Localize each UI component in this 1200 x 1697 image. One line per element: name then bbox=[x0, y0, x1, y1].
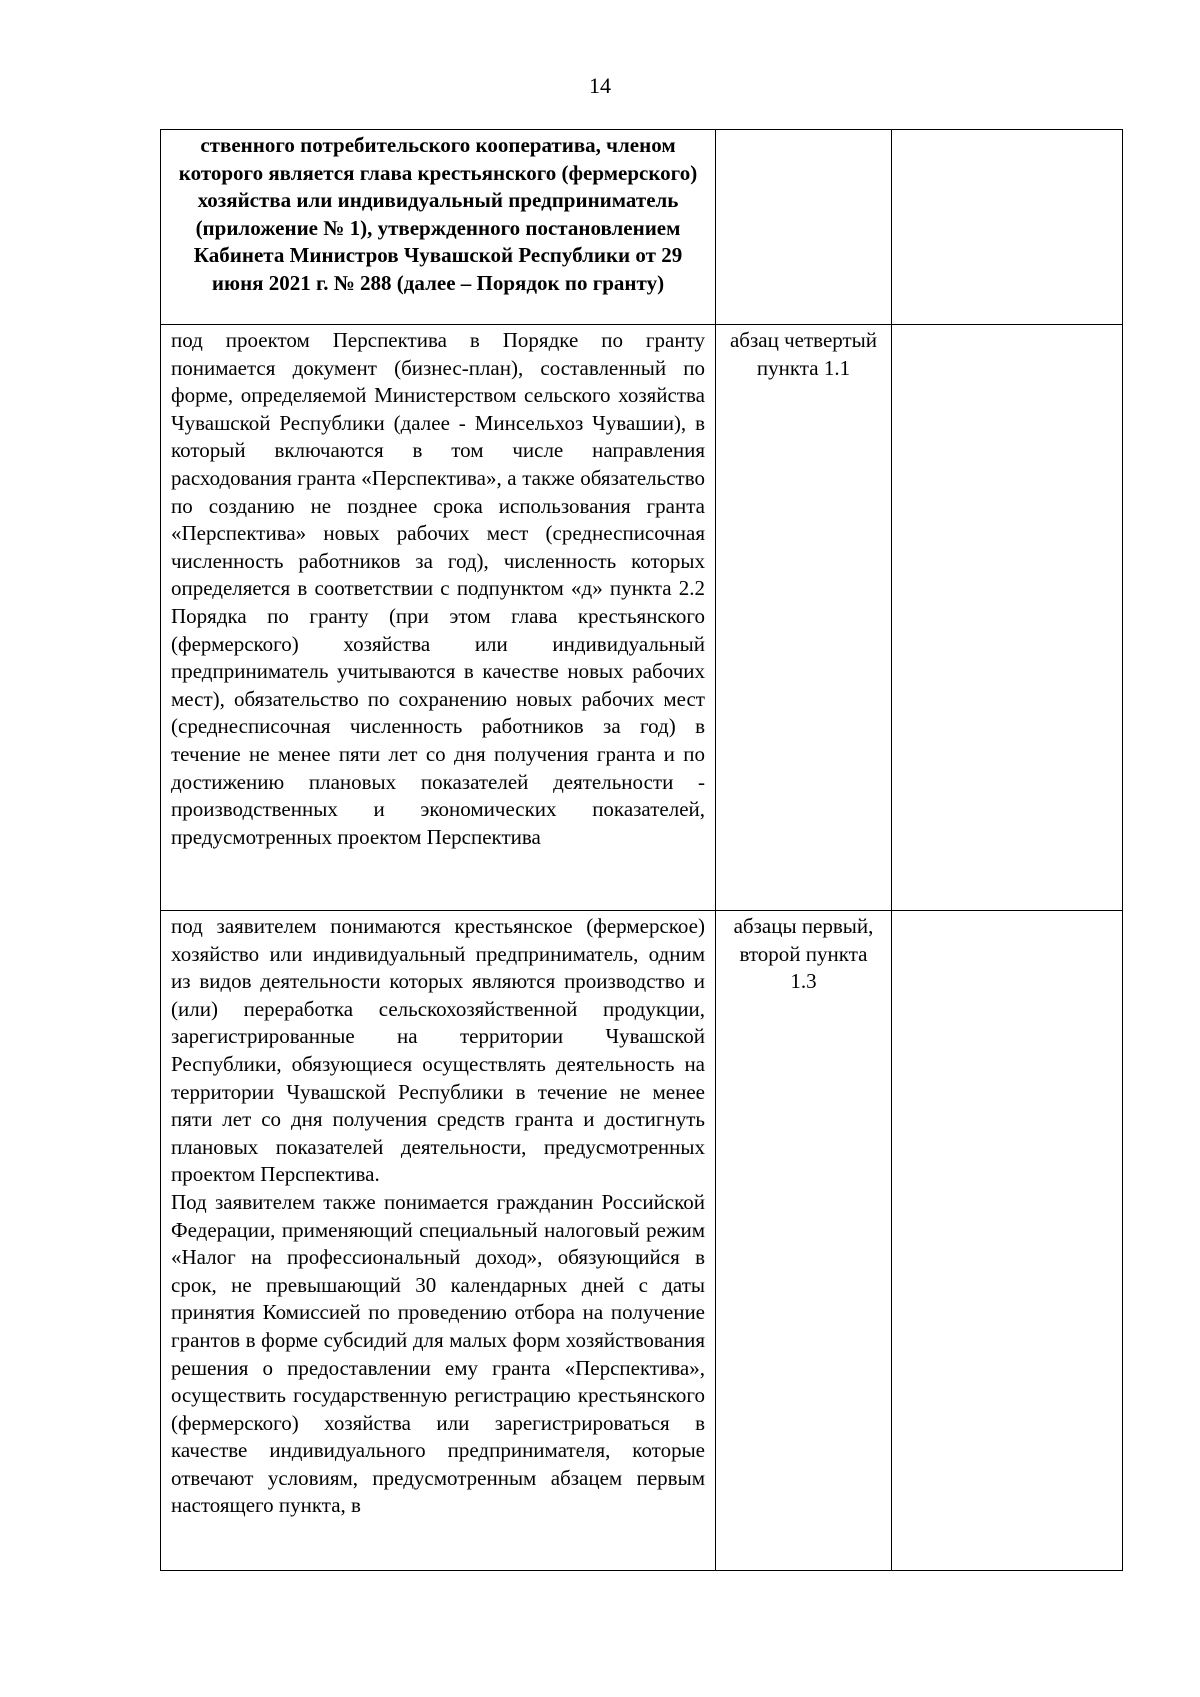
table-row bbox=[161, 130, 1123, 325]
reference-cell bbox=[716, 130, 892, 325]
row-heading-text: ственного потребительского кооператива, членом которого является глава крестьянского (фермерского) хозяйства или индивидуальный предприниматель (приложение № 1), утвержденного постановлением Кабинета Министров Чувашской Республики от 29 июня 2021 г. № 288 (далее – Порядок по гранту) bbox=[178, 133, 698, 295]
page-number: 14 bbox=[589, 73, 611, 98]
reference-cell bbox=[716, 911, 892, 1571]
applicant-paragraph-2: Под заявителем также понимается гражданин Российской Федерации, применяющий специальный налоговый режим «Налог на профессиональный доход», обязующийся в срок, не превышающий 30 календарных дней с даты принятия Комиссией по проведению отбора на получение грантов в форме субсидий для малых форм хозяйствования решения о предоставлении ему гранта «Перспектива», осуществить государственную регистрацию крестьянского (фермерского) хозяйства или зарегистрироваться в качестве индивидуального предпринимателя, которые отвечают условиям, предусмотренным абзацем первым настоящего пункта, в bbox=[171, 1189, 705, 1518]
document-table bbox=[160, 129, 1123, 1571]
reference-text bbox=[716, 130, 891, 132]
note-cell bbox=[892, 130, 1123, 325]
table-row bbox=[161, 325, 1123, 911]
text-cell bbox=[161, 130, 716, 325]
note-text bbox=[892, 911, 1122, 913]
note-cell bbox=[892, 325, 1123, 911]
applicant-paragraph-1: под заявителем понимаются крестьянское (фермерское) хозяйство или индивидуальный предприниматель, одним из видов деятельности которых являются производство и (или) переработка сельскохозяйственной продукции, зарегистрированные на территории Чувашской Республики, обязующиеся осуществлять деятельность на территории Чувашской Республики в течение не менее пяти лет со дня получения средств гранта и достигнуть плановых показателей деятельности, предусмотренных проектом Перспектива. bbox=[171, 914, 705, 1187]
note-cell bbox=[892, 911, 1123, 1571]
note-text bbox=[892, 130, 1122, 132]
table-row bbox=[161, 911, 1123, 1571]
applicant-definition-text bbox=[161, 911, 715, 1520]
text-cell bbox=[161, 911, 716, 1571]
reference-cell bbox=[716, 325, 892, 911]
note-text bbox=[892, 325, 1122, 327]
reference-text: абзац четвертый пункта 1.1 bbox=[729, 328, 878, 380]
text-cell bbox=[161, 325, 716, 911]
project-definition-text: под проектом Перспектива в Порядке по гранту понимается документ (бизнес-план), составленный по форме, определяемой Министерством сельского хозяйства Чувашской Республики (далее - Минсельхоз Чувашии), в который включаются в том числе направления расходования гранта «Перспектива», а также обязательство по созданию не позднее срока использования гранта «Перспектива» новых рабочих мест (среднесписочная численность работников за год), численность которых определяется в соответствии с подпунктом «д» пункта 2.2 Порядка по гранту (при этом глава крестьянского (фермерского) хозяйства или индивидуальный предприниматель учитываются в качестве новых рабочих мест), обязательство по сохранению новых рабочих мест (среднесписочная численность работников за год) в течение не менее пяти лет со дня получения гранта и по достижению плановых показателей деятельности - производственных и экономических показателей, предусмотренных проектом Перспектива bbox=[171, 328, 705, 849]
reference-text: абзацы первый, второй пункта 1.3 bbox=[733, 914, 874, 994]
